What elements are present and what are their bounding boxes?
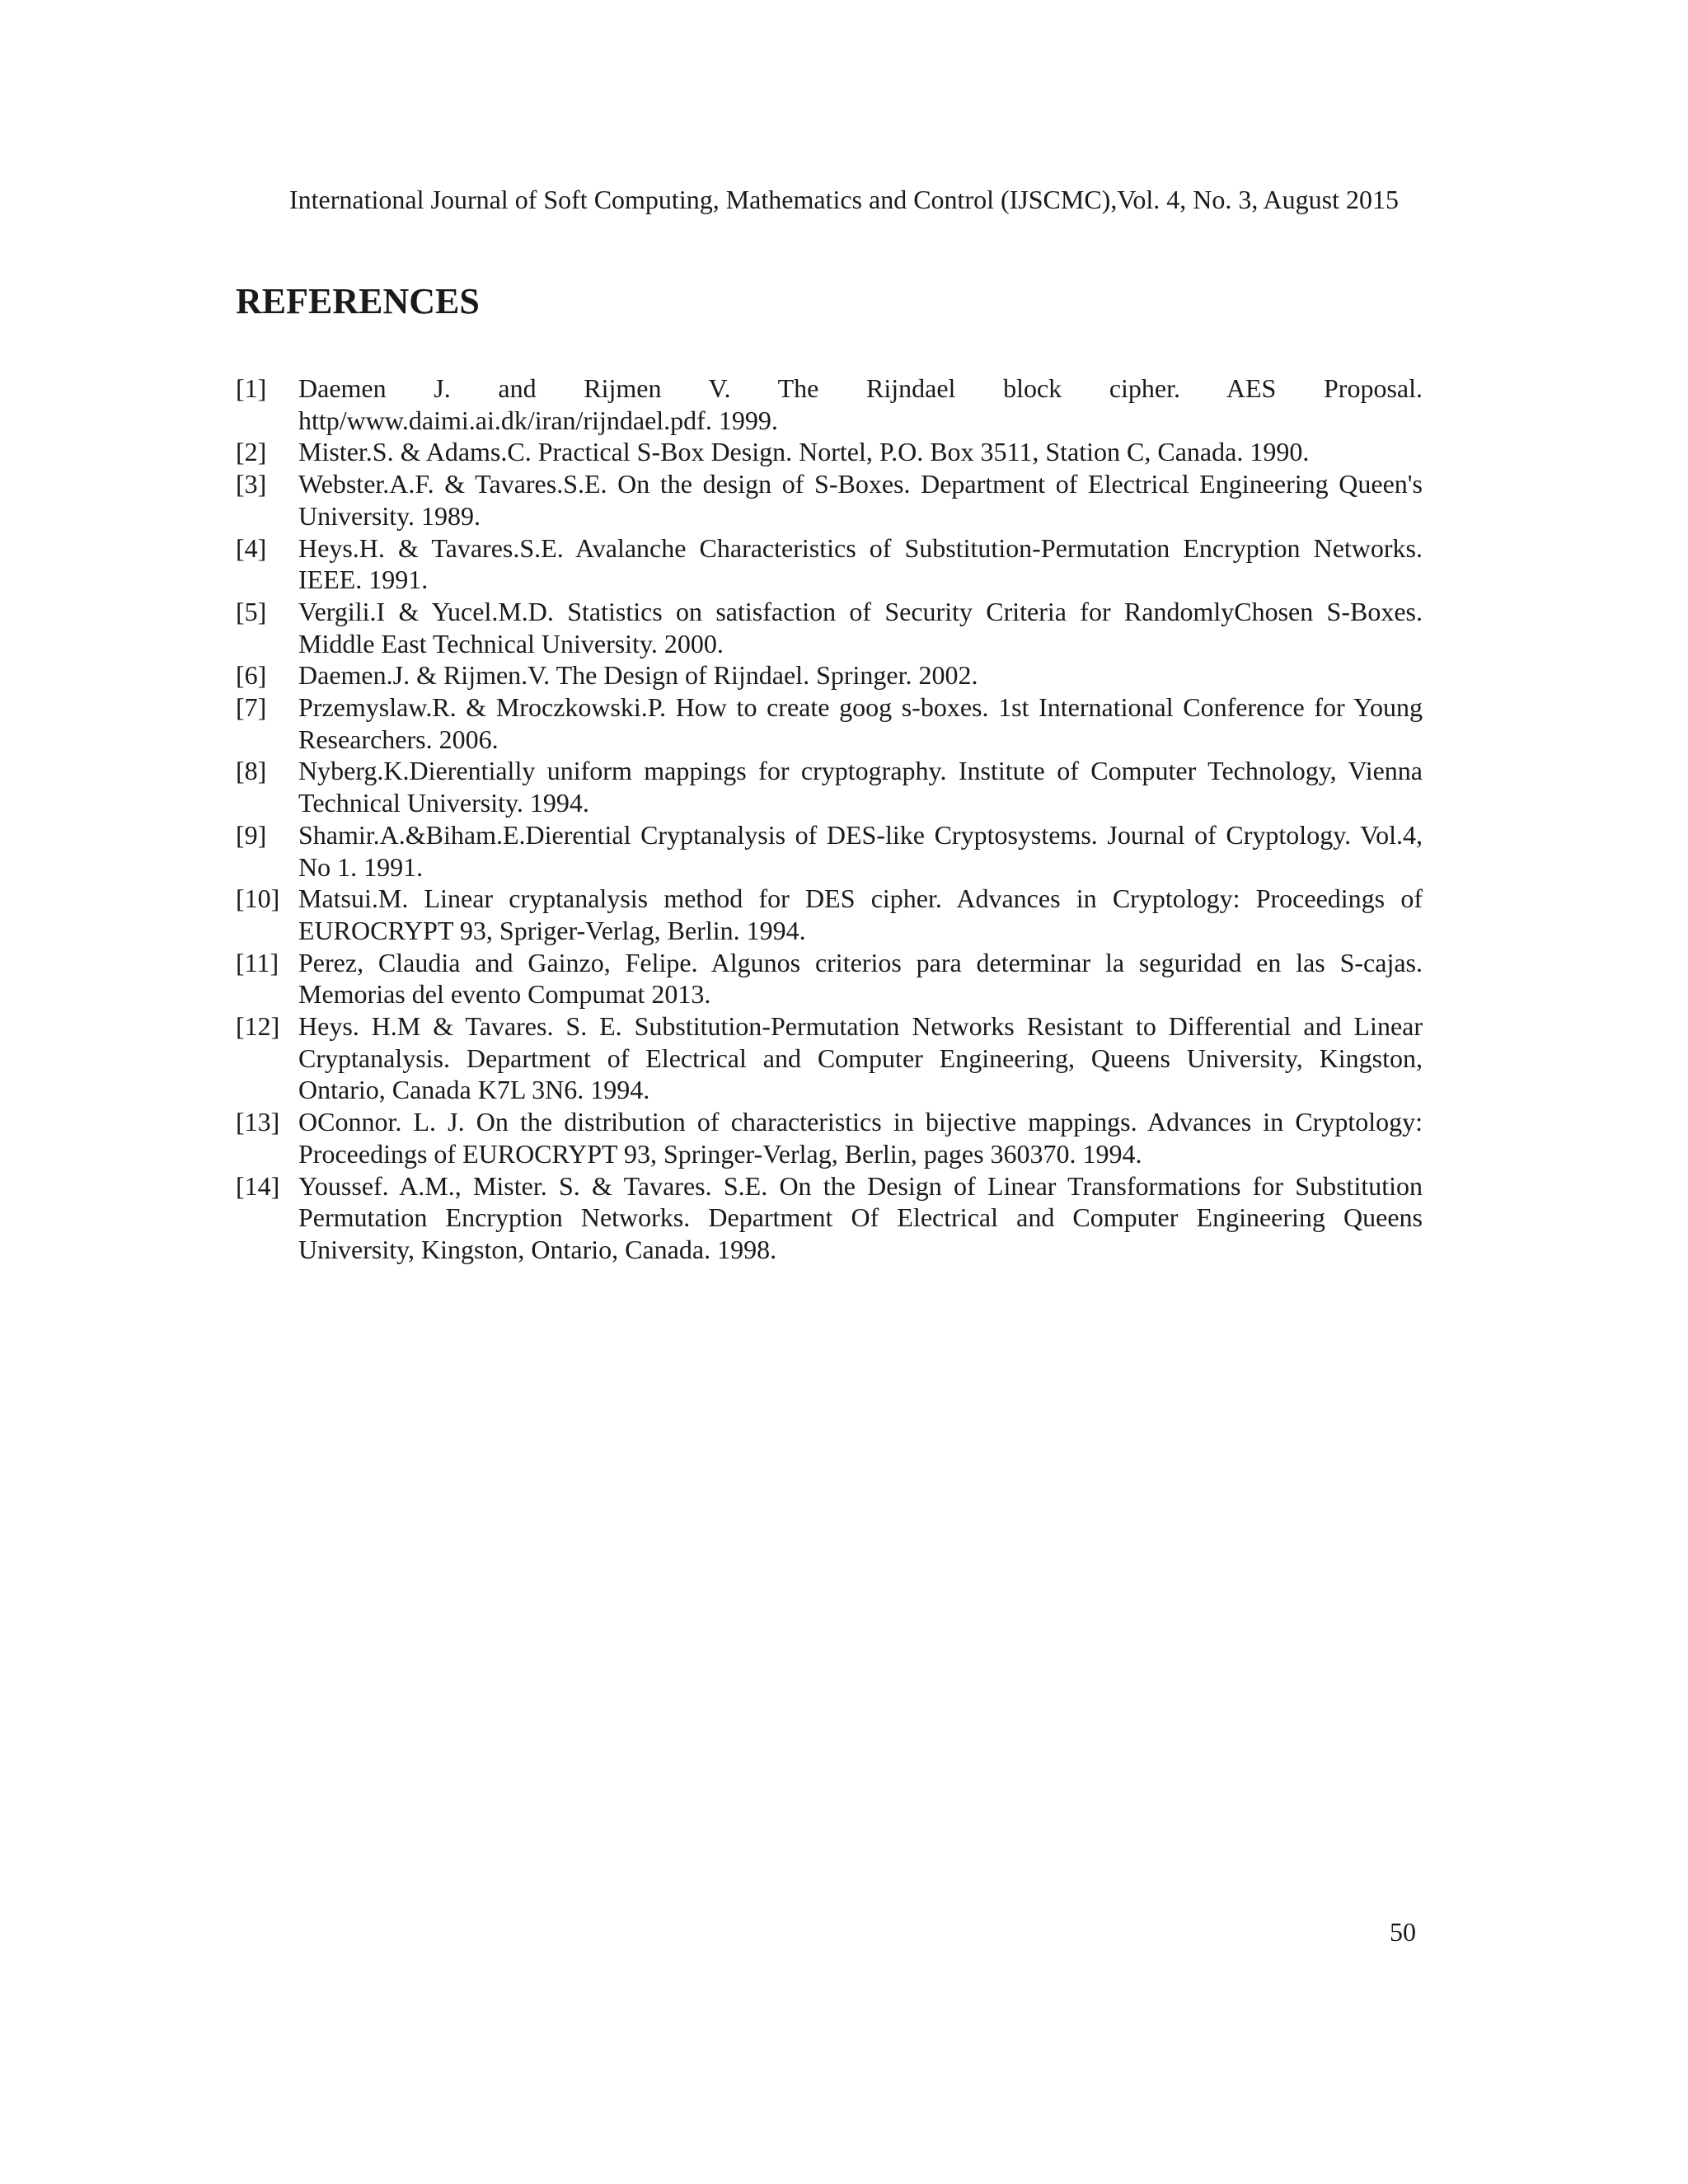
reference-item — [236, 819, 1423, 883]
reference-item — [236, 659, 1423, 691]
reference-text: Matsui.M. Linear cryptanalysis method for DES cipher. Advances in Cryptology: Proceedings of EUROCRYPT 93, Spriger-Verlag, Berlin. 1994. — [298, 883, 1423, 945]
reference-text: Perez, Claudia and Gainzo, Felipe. Algunos criterios para determinar la seguridad en las S-cajas. Memorias del evento Compumat 2013. — [298, 947, 1423, 1010]
reference-text: Vergili.I & Yucel.M.D. Statistics on satisfaction of Security Criteria for RandomlyChosen S-Boxes. Middle East Technical University. 2000. — [298, 596, 1423, 658]
reference-list — [236, 373, 1423, 1266]
reference-number: [3] — [236, 469, 267, 499]
reference-text: Daemen J. and Rijmen V. The Rijndael block cipher. AES Proposal. http/www.daimi.ai.dk/iran/rijndael.pdf. 1999. — [298, 373, 1423, 435]
section-title: REFERENCES — [236, 281, 480, 321]
reference-number: [14] — [236, 1170, 280, 1201]
reference-number: [5] — [236, 596, 267, 626]
reference-text: Mister.S. & Adams.C. Practical S-Box Design. Nortel, P.O. Box 3511, Station C, Canada. 1990. — [298, 437, 1310, 467]
reference-number: [1] — [236, 373, 267, 403]
reference-number: [7] — [236, 692, 267, 723]
reference-item — [236, 373, 1423, 436]
reference-number: [6] — [236, 660, 267, 691]
reference-text: Youssef. A.M., Mister. S. & Tavares. S.E. On the Design of Linear Transformations for Substitution Permutation Encryption Networks. Department Of Electrical and Computer Engineering Queens University, Kingston, Ontario, Canada. 1998. — [298, 1170, 1423, 1264]
reference-number: [11] — [236, 947, 279, 977]
reference-item — [236, 1010, 1423, 1106]
reference-text: OConnor. L. J. On the distribution of characteristics in bijective mappings. Advances in Cryptology: Proceedings of EUROCRYPT 93, Springer-Verlag, Berlin, pages 360370. 1994. — [298, 1107, 1423, 1169]
reference-item — [236, 1170, 1423, 1266]
reference-text: Heys.H. & Tavares.S.E. Avalanche Characteristics of Substitution-Permutation Encryption Networks. IEEE. 1991. — [298, 532, 1423, 595]
reference-item — [236, 691, 1423, 755]
reference-text: Heys. H.M & Tavares. S. E. Substitution-Permutation Networks Resistant to Differential and Linear Cryptanalysis. Department of Electrical and Computer Engineering, Queens University, Kingston, Ontario, Canada K7L 3N6. 1994. — [298, 1011, 1423, 1105]
reference-item — [236, 947, 1423, 1010]
reference-text: Przemyslaw.R. & Mroczkowski.P. How to create goog s-boxes. 1st International Conference for Young Researchers. 2006. — [298, 692, 1423, 754]
reference-text: Nyberg.K.Dierentially uniform mappings for cryptography. Institute of Computer Technology, Vienna Technical University. 1994. — [298, 756, 1423, 818]
reference-item — [236, 468, 1423, 532]
reference-number: [12] — [236, 1011, 280, 1042]
running-header: International Journal of Soft Computing, Mathematics and Control (IJSCMC),Vol. 4, No. 3, August 2015 — [289, 185, 1399, 214]
reference-item — [236, 596, 1423, 659]
reference-text: Webster.A.F. & Tavares.S.E. On the design of S-Boxes. Department of Electrical Engineering Queen's University. 1989. — [298, 469, 1423, 531]
reference-number: [10] — [236, 883, 280, 914]
reference-number: [4] — [236, 532, 267, 563]
reference-item — [236, 1106, 1423, 1169]
reference-number: [2] — [236, 437, 267, 467]
page-number: 50 — [1390, 1917, 1416, 1947]
reference-item — [236, 436, 1423, 468]
reference-number: [8] — [236, 756, 267, 786]
reference-text: Shamir.A.&Biham.E.Dierential Cryptanalysis of DES-like Cryptosystems. Journal of Cryptology. Vol.4, No 1. 1991. — [298, 819, 1423, 882]
reference-item — [236, 755, 1423, 818]
reference-text: Daemen.J. & Rijmen.V. The Design of Rijndael. Springer. 2002. — [298, 660, 978, 691]
reference-number: [13] — [236, 1107, 280, 1137]
reference-item — [236, 532, 1423, 596]
reference-number: [9] — [236, 819, 267, 850]
reference-item — [236, 883, 1423, 946]
